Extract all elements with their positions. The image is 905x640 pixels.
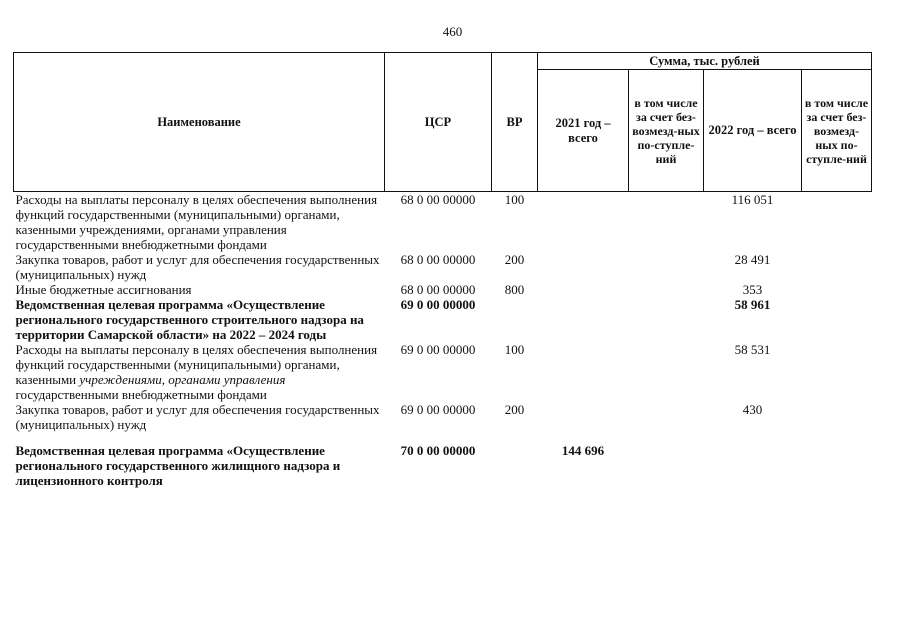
header-csr: ЦСР: [385, 53, 492, 192]
row-name: Расходы на выплаты персоналу в целях обеспечения выполнения функций государственными (муниципальными) органами, казенными учреждениями, органами управления государственными внебюджетными фондами: [15, 192, 378, 252]
row-2022: 353: [742, 282, 763, 297]
header-2021-total: 2021 год – всего: [538, 70, 629, 192]
row-csr: 69 0 00 00000: [400, 342, 476, 357]
row-vr: 100: [504, 342, 525, 357]
row-2021-free: [629, 297, 704, 342]
row-2021-free: [629, 443, 704, 488]
row-2021: [538, 252, 629, 282]
row-name-italic: учреждениями, органами управления: [79, 372, 286, 387]
row-2022-free: [802, 342, 872, 402]
header-sum-group: Сумма, тыс. рублей: [538, 53, 872, 70]
row-name-text: Расходы на выплаты персоналу в целях обеспечения выполнения функций государственными (муниципальными) органами, казенными: [15, 342, 378, 387]
table-row: [14, 282, 872, 297]
row-name: Иные бюджетные ассигнования: [15, 282, 192, 297]
row-2021-free: [629, 342, 704, 402]
row-2022: 28 491: [734, 252, 771, 267]
budget-table: [13, 52, 872, 488]
row-2021: [538, 297, 629, 342]
table-body: [14, 192, 872, 489]
row-name: [14, 342, 385, 402]
row-csr: 69 0 00 00000: [400, 402, 476, 417]
row-vr: 200: [504, 252, 525, 267]
row-2022: 58 961: [734, 297, 771, 312]
row-2022-free: [802, 282, 872, 297]
table-row: [14, 402, 872, 443]
header-2022-total: 2022 год – всего: [704, 70, 802, 192]
row-name-tail: государственными внебюджетными фондами: [15, 387, 267, 402]
header-name: Наименование: [14, 53, 385, 192]
row-2022-free: [802, 297, 872, 342]
row-csr: 70 0 00 00000: [400, 443, 476, 458]
row-2021-free: [629, 402, 704, 443]
row-2022-free: [802, 402, 872, 443]
row-2022-free: [802, 443, 872, 488]
table-row: [14, 192, 872, 253]
row-csr: 68 0 00 00000: [400, 192, 476, 207]
row-2022: 116 051: [731, 192, 774, 207]
row-csr: 68 0 00 00000: [400, 252, 476, 267]
row-vr: [492, 297, 538, 342]
header-2022-free: в том числе за счет без-возмезд-ных по-ступле-ний: [802, 70, 872, 192]
row-2022-free: [802, 192, 872, 253]
row-2022: [704, 443, 802, 488]
row-2021-free: [629, 252, 704, 282]
table-row: [14, 342, 872, 402]
row-2021: [538, 342, 629, 402]
row-2021: [538, 402, 629, 443]
header-vr: ВР: [492, 53, 538, 192]
row-2021: 144 696: [561, 443, 605, 458]
row-2021: [538, 282, 629, 297]
row-2022-free: [802, 252, 872, 282]
row-2021: [538, 192, 629, 253]
table-header: [14, 53, 872, 192]
row-2021-free: [629, 282, 704, 297]
row-name: Ведомственная целевая программа «Осуществление регионального государственного строительного надзора на территории Самарской области» на 2022 – 2024 годы: [15, 297, 364, 342]
row-vr: [492, 443, 538, 488]
row-vr: 200: [504, 402, 525, 417]
row-vr: 800: [504, 282, 525, 297]
header-2021-free: в том числе за счет без-возмезд-ных по-ступле-ний: [629, 70, 704, 192]
row-name: Ведомственная целевая программа «Осуществление регионального государственного жилищного надзора и лицензионного контроля: [15, 443, 341, 488]
table-row: [14, 252, 872, 282]
row-csr: 69 0 00 00000: [400, 297, 476, 312]
row-name: Закупка товаров, работ и услуг для обеспечения государственных (муниципальных) нужд: [15, 252, 380, 282]
table-row-program: [14, 297, 872, 342]
row-2022: 58 531: [734, 342, 771, 357]
row-vr: 100: [504, 192, 525, 207]
row-2021-free: [629, 192, 704, 253]
row-name: Закупка товаров, работ и услуг для обеспечения государственных (муниципальных) нужд: [15, 402, 380, 432]
row-csr: 68 0 00 00000: [400, 282, 476, 297]
table-row-program: [14, 443, 872, 488]
row-2022: 430: [742, 402, 763, 417]
page-number: 460: [442, 24, 463, 39]
